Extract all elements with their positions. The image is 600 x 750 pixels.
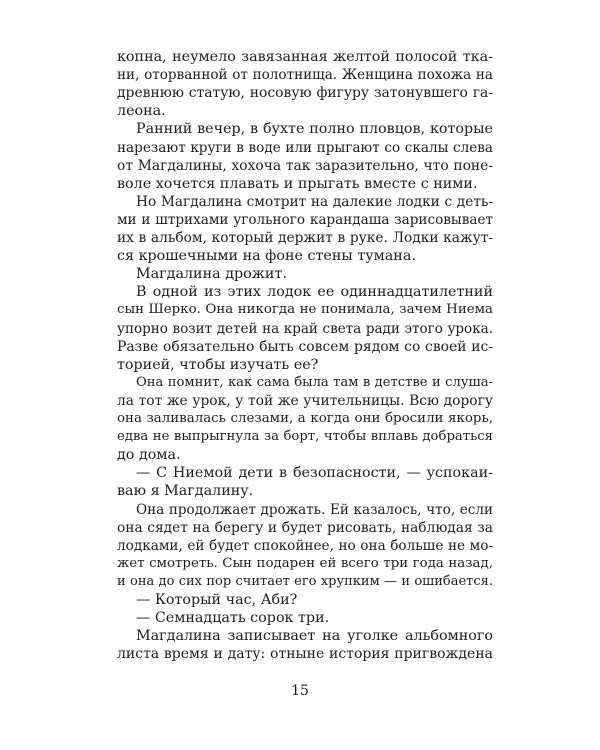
- text-line: Она продолжает дрожать. Ей казалось, что, если: [136, 501, 493, 518]
- text-line: листа время и дату: отныне история пригвождена: [117, 646, 493, 663]
- text-line: торией, чтобы изучать ее?: [117, 356, 319, 373]
- text-line: ла тот же урок, у той же учительницы. Всю дорогу: [117, 392, 493, 409]
- text-line: лодками, ей будет спокойнее, но она больше не мо-: [117, 537, 493, 554]
- text-line: ваю я Магдалину.: [117, 483, 254, 500]
- text-line: Разве обязательно быть совсем рядом со своей ис-: [117, 338, 493, 355]
- text-line: ни, оторванной от полотнища. Женщина похожа на: [117, 67, 493, 84]
- text-line: жет смотреть. Сын подарен ей всего три года назад,: [117, 555, 493, 571]
- text-line: Магдалина записывает на уголке альбомного: [136, 628, 493, 645]
- text-line: — Семнадцать сорок три.: [136, 610, 330, 627]
- text-line: — С Ниемой дети в безопасности, — успокаи-: [136, 465, 493, 482]
- text-line: до дома.: [117, 447, 181, 464]
- text-line: Но Магдалина смотрит на далекие лодки с деть-: [136, 193, 493, 210]
- text-line: сын Шерко. Она никогда не понимала, зачем Ниема: [117, 302, 493, 318]
- text-line: нарезают круги в воде или прыгают со скалы слева: [117, 139, 493, 156]
- text-line: Магдалина дрожит.: [136, 266, 287, 283]
- text-line: она сядет на берегу и будет рисовать, наблюдая за: [117, 519, 493, 536]
- text-line: древнюю статую, носовую фигуру затонувшего га-: [117, 85, 493, 102]
- text-line: — Который час, Аби?: [136, 592, 298, 608]
- text-line: воле хочется плавать и прыгать вместе с ними.: [117, 175, 478, 192]
- text-line: упорно возит детей на край света ради этого урока.: [117, 320, 493, 337]
- text-line: она заливалась слезами, а когда они бросили якорь,: [117, 411, 493, 426]
- text-line: и она до сих пор считает его хрупким — и ошибается.: [117, 573, 493, 589]
- text-line: едва не выпрыгнула за борт, чтобы вплавь добраться: [117, 429, 493, 445]
- text-line: от Магдалины, хохоча так заразительно, что поне-: [117, 157, 493, 174]
- text-line: леона.: [117, 103, 166, 120]
- text-line: Она помнит, как сама была там в детстве и слуша-: [136, 374, 493, 390]
- page-number: 15: [291, 683, 309, 699]
- text-line: ся крошечными на фоне стены тумана.: [117, 248, 416, 265]
- text-line: В одной из этих лодок ее одиннадцатилетний: [136, 284, 493, 301]
- text-line: копна, неумело завязанная желтой полосой тка-: [117, 49, 493, 65]
- text-line: Ранний вечер, в бухте полно пловцов, которые: [136, 121, 493, 138]
- text-line: их в альбом, который держит в руке. Лодки кажут-: [117, 230, 493, 246]
- text-line: ми и штрихами угольного карандаша зарисовывает: [117, 211, 493, 228]
